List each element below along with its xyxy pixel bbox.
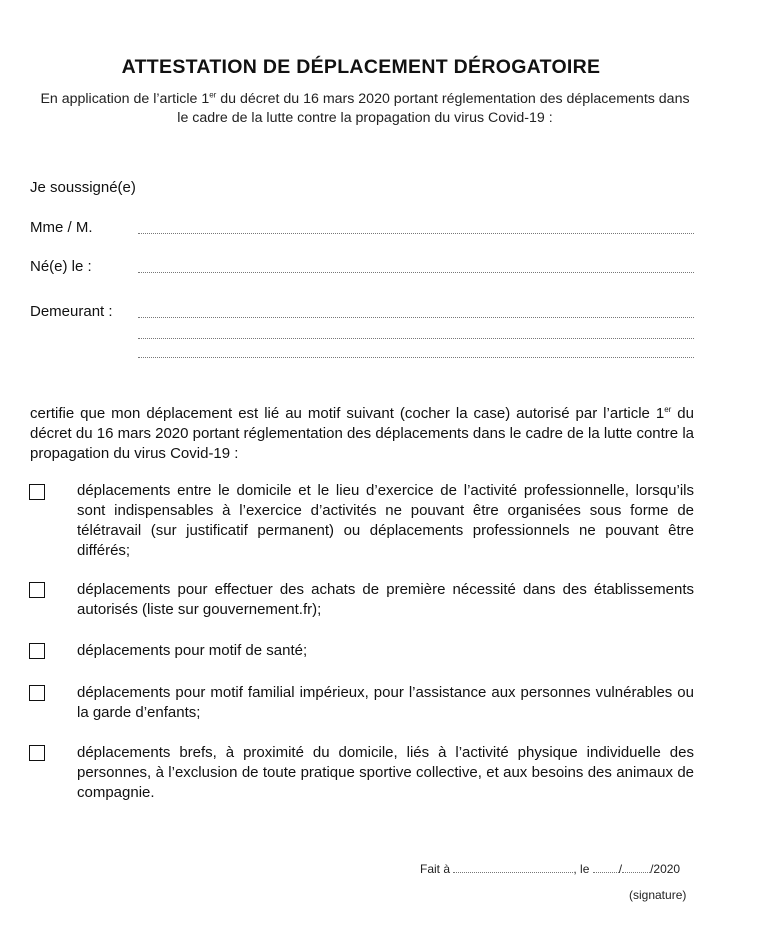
name-label: Mme / M. [30,219,93,236]
done-at-label: Fait à [420,862,451,876]
reason-shopping-text: déplacements pour effectuer des achats de première nécessité dans des établissements autorisés (liste sur gouvernement.fr); [77,581,694,618]
reason-family-text: déplacements pour motif familial impérieux, pour l’assistance aux personnes vulnérables ou la garde d’enfants; [77,684,694,721]
address-field-line-3[interactable] [138,357,694,358]
reason-health-text: déplacements pour motif de santé; [77,642,308,659]
address-field-line-1[interactable] [138,317,694,318]
certify-paragraph: certifie que mon déplacement est lié au motif suivant (cocher la case) autorisé par l’article 1er du décret du 16 mars 2020 portant réglementation des déplacements dans le cadre de la lutte contre la propagation du virus Covid-19 : [30,405,694,462]
year-label: /2020 [650,862,681,876]
name-field[interactable] [138,233,694,234]
place-date-line [420,862,680,876]
signature-label: (signature) [629,888,687,902]
reason-work-text: déplacements entre le domicile et le lieu d’exercice de l’activité professionnelle, lorsqu’ils sont indispensables à l’exercice d’activités ne pouvant être organisées sous forme de télétravail (sur justificatif permanent) ou déplacements professionnels ne pouvant être différés; [77,482,694,559]
address-label: Demeurant : [30,303,113,320]
date-slash: / [618,862,623,876]
document-subtitle: En application de l’article 1er du décret du 16 mars 2020 portant réglementation des déplacements dans le cadre de la lutte contre la propagation du virus Covid-19 : [40,90,690,126]
intro-label: Je soussigné(e) [30,179,136,196]
day-field[interactable] [593,863,619,873]
checkbox-reason-shopping[interactable] [29,582,45,598]
reason-exercise-text: déplacements brefs, à proximité du domicile, liés à l’activité physique individuelle des personnes, à l’exclusion de toute pratique sportive collective, et aux besoins des animaux de compagnie. [77,744,694,801]
checkbox-reason-family[interactable] [29,685,45,701]
document-title: ATTESTATION DE DÉPLACEMENT DÉROGATOIRE [121,56,601,78]
comma-le-label: , le [573,862,590,876]
checkbox-reason-health[interactable] [29,643,45,659]
birth-date-label: Né(e) le : [30,258,92,275]
address-field-line-2[interactable] [138,338,694,339]
birth-date-field[interactable] [138,272,694,273]
checkbox-reason-work[interactable] [29,484,45,500]
checkbox-reason-exercise[interactable] [29,745,45,761]
place-field[interactable] [453,863,573,873]
month-field[interactable] [622,863,650,873]
